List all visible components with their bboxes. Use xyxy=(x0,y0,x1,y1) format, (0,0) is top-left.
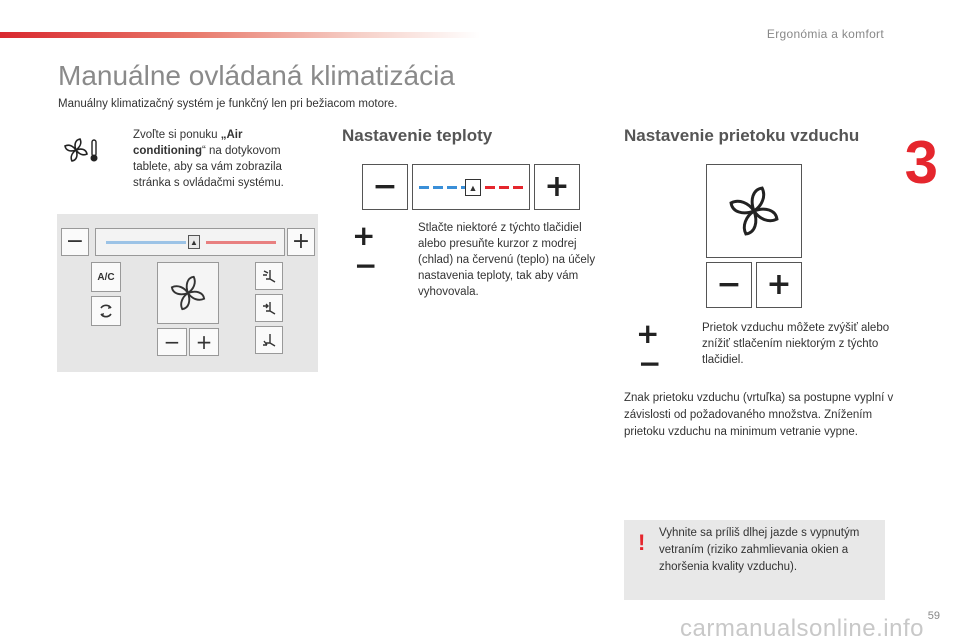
seat-airflow-icon xyxy=(260,267,278,285)
seat-airflow-icon xyxy=(260,299,278,317)
temp-slider[interactable] xyxy=(95,228,285,256)
plus-symbol: + xyxy=(352,219,376,252)
minus-symbol: − xyxy=(354,249,378,282)
fan-display xyxy=(157,262,219,324)
fan-display-large xyxy=(706,164,802,258)
temperature-instruction xyxy=(418,220,600,300)
airflow-windscreen-button[interactable] xyxy=(255,262,283,290)
fan-icon xyxy=(727,184,781,238)
recirculation-icon xyxy=(97,302,115,320)
chapter-number: 3 xyxy=(904,129,938,196)
climate-control-panel xyxy=(57,214,318,372)
fan-icon xyxy=(169,274,207,312)
airflow-paragraph: Znak prietoku vzduchu (vrtuľka) sa postupne vyplní v závislosti od požadovaného množstva. Znížením prietoku vzduchu na minimum vetranie vypne. xyxy=(624,392,894,438)
warning-text: Vyhnite sa príliš dlhej jazde s vypnutým vetraním (riziko zahmlievania okien a zhoršenia kvality vzduchu). xyxy=(659,527,860,573)
fan-thermometer-icon xyxy=(64,136,100,164)
temperature-text: Stlačte niektoré z týchto tlačidiel alebo presuňte kurzor z modrej (chlad) na červenú (teplo) na účely nastavenia teploty, tak aby vám vyhovovala. xyxy=(418,222,596,298)
airflow-face-button[interactable] xyxy=(255,294,283,322)
airflow-feet-button[interactable] xyxy=(255,326,283,354)
climate-menu-icon xyxy=(64,136,100,164)
hot-track xyxy=(206,241,276,244)
recirculation-button[interactable] xyxy=(91,296,121,326)
plus-symbol: + xyxy=(636,317,660,350)
fan-decrease-button[interactable]: − xyxy=(157,328,187,356)
hot-segments xyxy=(485,186,525,189)
cold-track xyxy=(106,241,186,244)
minus-symbol: − xyxy=(638,347,662,380)
ac-button[interactable]: A/C xyxy=(91,262,121,292)
intro-text-bold: „Air conditioning xyxy=(133,129,243,157)
chapter-title: Ergonómia a komfort xyxy=(766,27,884,41)
cold-segments xyxy=(419,186,469,189)
watermark: carmanualsonline.info xyxy=(680,615,924,640)
intro-text-post: “ na dotykovom tablete, aby sa vám zobrazila stránka s ovládačmi systému. xyxy=(133,145,284,189)
airflow-instruction xyxy=(702,320,892,368)
fan-minus-button[interactable]: − xyxy=(706,262,752,308)
fan-increase-button[interactable]: + xyxy=(189,328,219,356)
header-accent-bar xyxy=(0,32,480,38)
warning-box xyxy=(624,520,885,600)
airflow-heading: Nastavenie prietoku vzduchu xyxy=(624,126,860,145)
slider-knob[interactable]: ▲ xyxy=(188,235,200,249)
seat-airflow-icon xyxy=(260,331,278,349)
intro-instruction xyxy=(133,127,308,191)
page-number: 59 xyxy=(927,610,940,622)
page-title: Manuálne ovládaná klimatizácia xyxy=(58,60,455,91)
airflow-text: Prietok vzduchu môžete zvýšiť alebo znížiť stlačením niektorým z týchto tlačidiel. xyxy=(702,322,890,366)
intro-text-pre: Zvoľte si ponuku xyxy=(133,129,221,141)
temp-decrease-button[interactable]: − xyxy=(61,228,89,256)
warning-icon: ! xyxy=(638,530,646,555)
temp-slider-large[interactable] xyxy=(412,164,530,210)
slider-knob-large[interactable]: ▲ xyxy=(465,179,481,196)
page-subtitle: Manuálny klimatizačný systém je funkčný len pri bežiacom motore. xyxy=(58,98,398,110)
temp-minus-button[interactable]: − xyxy=(362,164,408,210)
temp-plus-button[interactable]: + xyxy=(534,164,580,210)
temp-increase-button[interactable]: + xyxy=(287,228,315,256)
fan-plus-button[interactable]: + xyxy=(756,262,802,308)
temperature-heading: Nastavenie teploty xyxy=(342,126,493,145)
